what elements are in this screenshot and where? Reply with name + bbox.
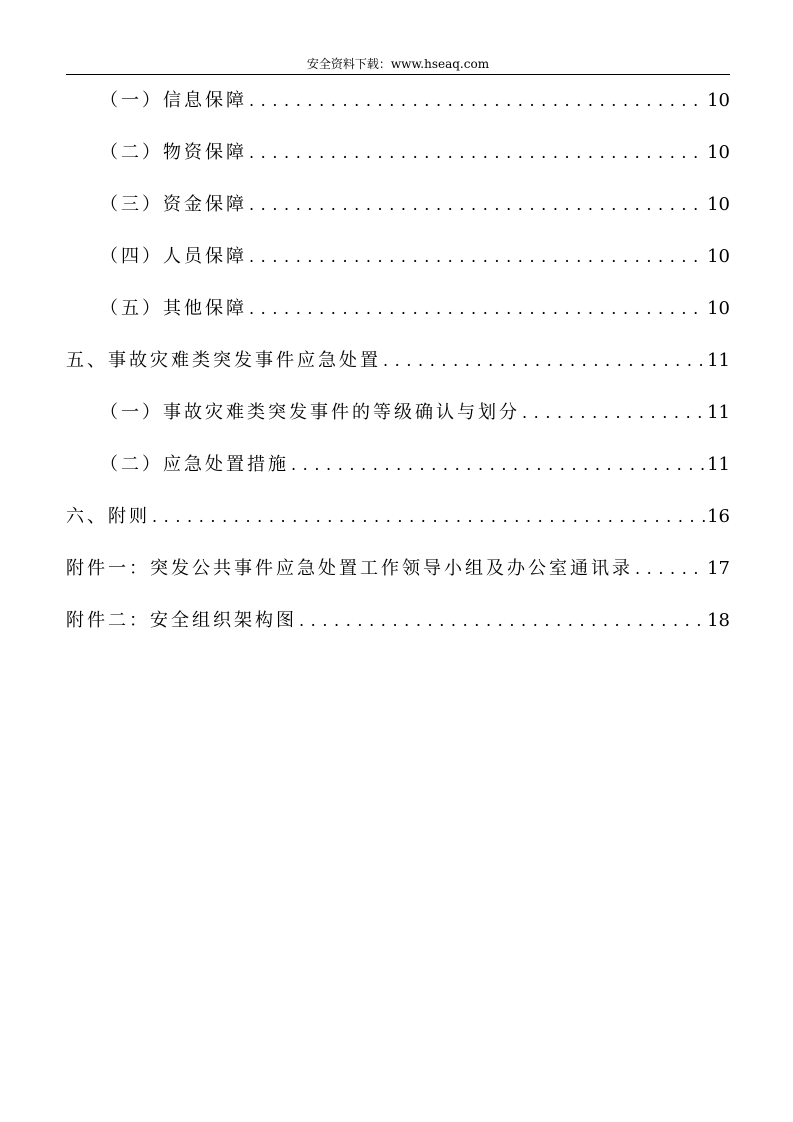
toc-entry-accident-disaster-response[interactable] [66, 346, 730, 376]
toc-leader-dots [635, 554, 705, 584]
toc-entry-title: （四）人员保障 [100, 246, 247, 267]
toc-leader-dots [249, 138, 705, 168]
toc-entry-page: 10 [707, 298, 730, 319]
toc-entry-page: 16 [707, 506, 730, 527]
toc-leader-dots [249, 86, 705, 116]
toc-entry-page: 11 [707, 454, 730, 475]
toc-entry-title: （一）事故灾难类突发事件的等级确认与划分 [100, 402, 520, 423]
toc-entry-supplementary-provisions[interactable] [66, 502, 730, 532]
toc-entry-page: 10 [707, 246, 730, 267]
toc-entry-page: 18 [707, 610, 730, 631]
toc-entry-page: 11 [707, 402, 730, 423]
toc-entry-personnel-guarantee[interactable] [100, 242, 730, 272]
toc-leader-dots [291, 450, 705, 480]
toc-entry-title: （二）应急处置措施 [100, 454, 289, 475]
toc-entry-title: （一）信息保障 [100, 90, 247, 111]
toc-entry-title: 附件一：突发公共事件应急处置工作领导小组及办公室通讯录 [66, 558, 633, 579]
toc-leader-dots [249, 242, 705, 272]
toc-entry-page: 11 [707, 350, 730, 371]
toc-entry-appendix-one[interactable] [66, 554, 730, 584]
toc-leader-dots [249, 190, 705, 220]
toc-entry-page: 10 [707, 90, 730, 111]
header-text: 安全资料下载：www.hseaq.com [306, 57, 490, 71]
toc-leader-dots [383, 346, 705, 376]
toc-leader-dots [249, 294, 705, 324]
toc-entry-appendix-two[interactable] [66, 606, 730, 636]
toc-entry-material-guarantee[interactable] [100, 138, 730, 168]
toc-leader-dots [522, 398, 705, 428]
header-rule [66, 74, 730, 75]
toc-leader-dots [299, 606, 705, 636]
toc-entry-title: （五）其他保障 [100, 298, 247, 319]
toc-entry-level-classification[interactable] [100, 398, 730, 428]
toc-entry-page: 10 [707, 194, 730, 215]
toc-entry-title: 五、事故灾难类突发事件应急处置 [66, 350, 381, 371]
toc-entry-title: （二）物资保障 [100, 142, 247, 163]
toc-entry-title: 附件二：安全组织架构图 [66, 610, 297, 631]
toc-entry-title: 六、附则 [66, 506, 150, 527]
toc-entry-other-guarantee[interactable] [100, 294, 730, 324]
toc-entry-title: （三）资金保障 [100, 194, 247, 215]
toc-entry-response-measures[interactable] [100, 450, 730, 480]
toc-entry-page: 10 [707, 142, 730, 163]
toc-entry-page: 17 [707, 558, 730, 579]
toc-leader-dots [152, 502, 705, 532]
toc-entry-info-guarantee[interactable] [100, 86, 730, 116]
toc-entry-funding-guarantee[interactable] [100, 190, 730, 220]
